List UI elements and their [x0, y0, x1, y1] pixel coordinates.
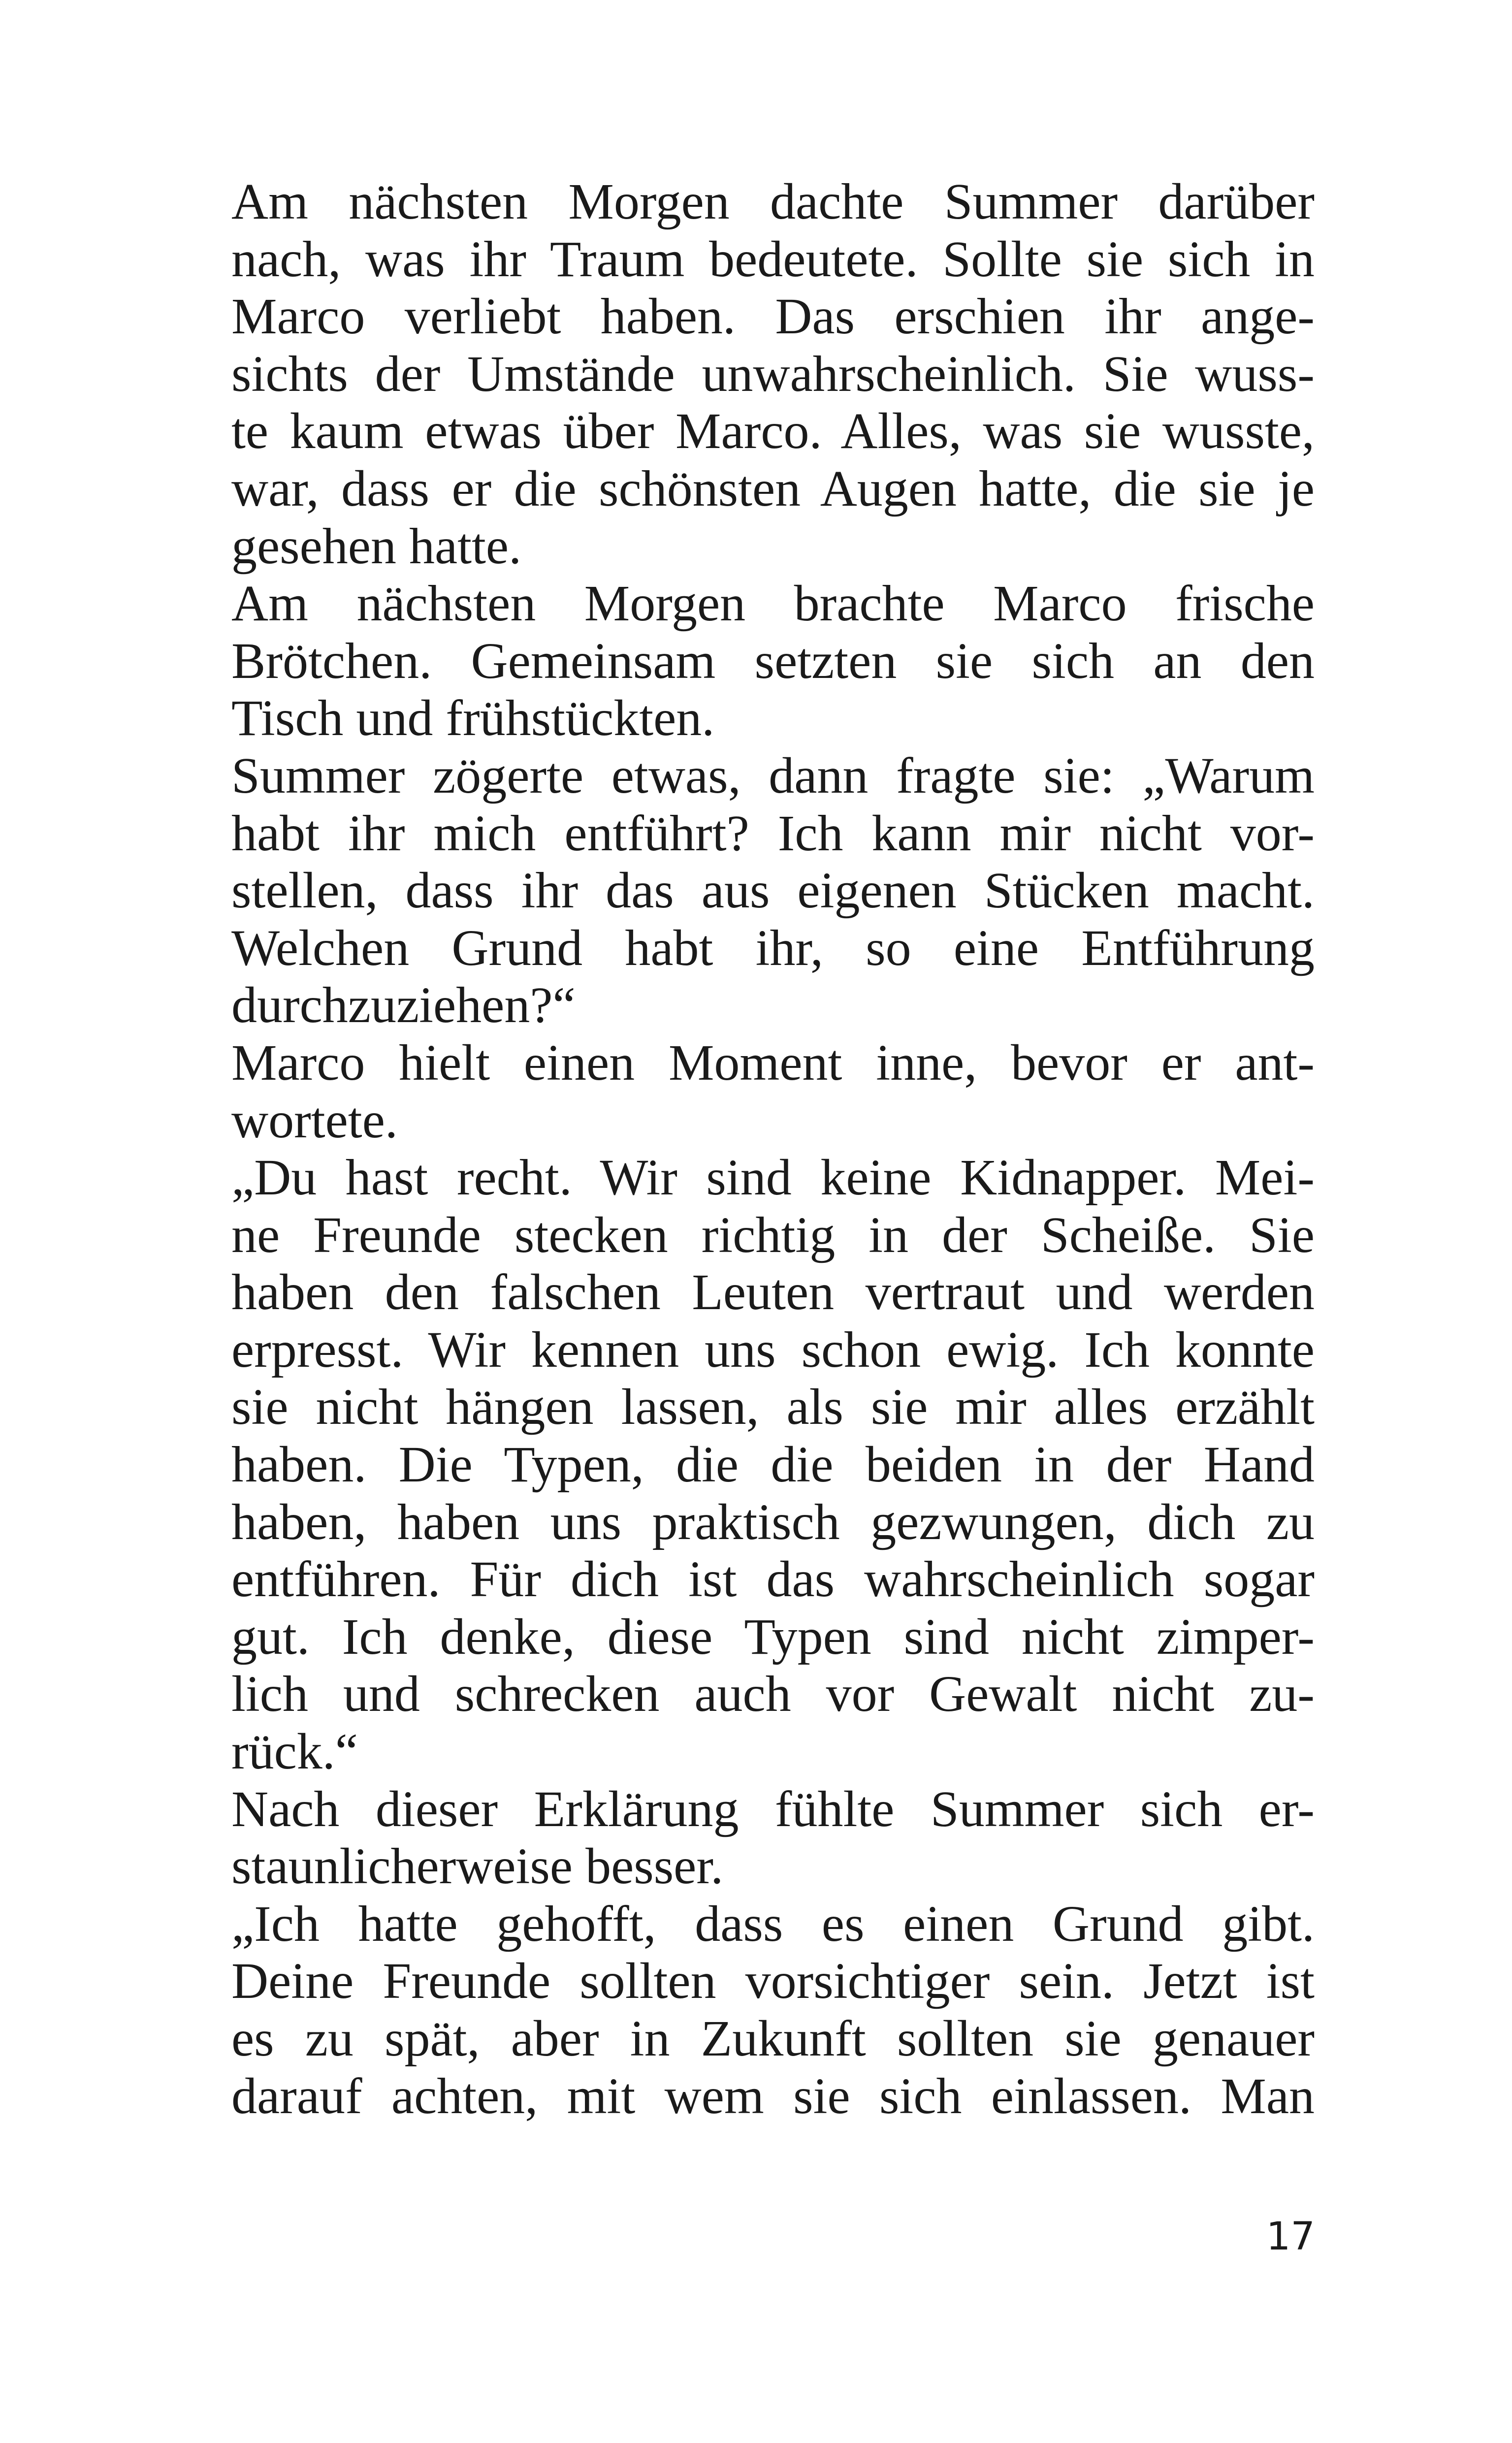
text-line: erpresst. Wir kennen uns schon ewig. Ich konnte — [231, 1321, 1315, 1378]
text-line: „Du hast recht. Wir sind keine Kidnapper. Mei- — [231, 1149, 1315, 1206]
text-line: gesehen hatte. — [231, 517, 522, 575]
text-line: Deine Freunde sollten vorsichtiger sein. Jetzt ist — [231, 1953, 1315, 2010]
text-line: entführen. Für dich ist das wahrscheinlich sogar — [231, 1551, 1315, 1608]
text-line: wortete. — [231, 1092, 398, 1149]
text-line: ne Freunde stecken richtig in der Scheiße. Sie — [231, 1206, 1315, 1263]
text-line: Nach dieser Erklärung fühlte Summer sich er- — [231, 1780, 1315, 1837]
text-line: te kaum etwas über Marco. Alles, was sie wusste, — [231, 403, 1315, 460]
text-line: durchzuziehen?“ — [231, 977, 576, 1034]
text-line: war, dass er die schönsten Augen hatte, die sie je — [231, 460, 1315, 517]
text-line: darauf achten, mit wem sie sich einlassen. Man — [231, 2067, 1315, 2124]
text-line: Tisch und frühstückten. — [231, 690, 715, 747]
text-line: haben den falschen Leuten vertraut und werden — [231, 1264, 1315, 1321]
text-line: gut. Ich denke, diese Typen sind nicht zimper- — [231, 1608, 1315, 1665]
text-line: sichts der Umstände unwahrscheinlich. Sie wuss- — [231, 345, 1315, 402]
text-line: rück.“ — [231, 1723, 358, 1780]
text-line: nach, was ihr Traum bedeutete. Sollte sie sich in — [231, 230, 1315, 288]
text-line: Am nächsten Morgen dachte Summer darüber — [231, 173, 1315, 230]
text-line: haben. Die Typen, die die beiden in der Hand — [231, 1436, 1315, 1493]
text-line: sie nicht hängen lassen, als sie mir alles erzählt — [231, 1379, 1315, 1436]
text-line: lich und schrecken auch vor Gewalt nicht zu- — [231, 1666, 1315, 1723]
text-line: haben, haben uns praktisch gezwungen, dich zu — [231, 1493, 1315, 1550]
text-line: Am nächsten Morgen brachte Marco frische — [231, 575, 1315, 632]
text-line: Brötchen. Gemeinsam setzten sie sich an den — [231, 632, 1315, 689]
text-line: habt ihr mich entführt? Ich kann mir nicht vor- — [231, 804, 1315, 862]
page-number: 17 — [1266, 2215, 1315, 2259]
text-line: Summer zögerte etwas, dann fragte sie: „Warum — [231, 747, 1315, 804]
text-line: Welchen Grund habt ihr, so eine Entführung — [231, 919, 1315, 976]
text-line: Marco hielt einen Moment inne, bevor er ant- — [231, 1034, 1315, 1091]
text-line: Marco verliebt haben. Das erschien ihr ange- — [231, 288, 1315, 345]
body-text — [231, 173, 1315, 2125]
text-line: staunlicherweise besser. — [231, 1838, 724, 1895]
text-line: stellen, dass ihr das aus eigenen Stücken macht. — [231, 862, 1315, 919]
text-line: es zu spät, aber in Zukunft sollten sie genauer — [231, 2010, 1315, 2067]
text-line: „Ich hatte gehofft, dass es einen Grund gibt. — [231, 1895, 1315, 1952]
